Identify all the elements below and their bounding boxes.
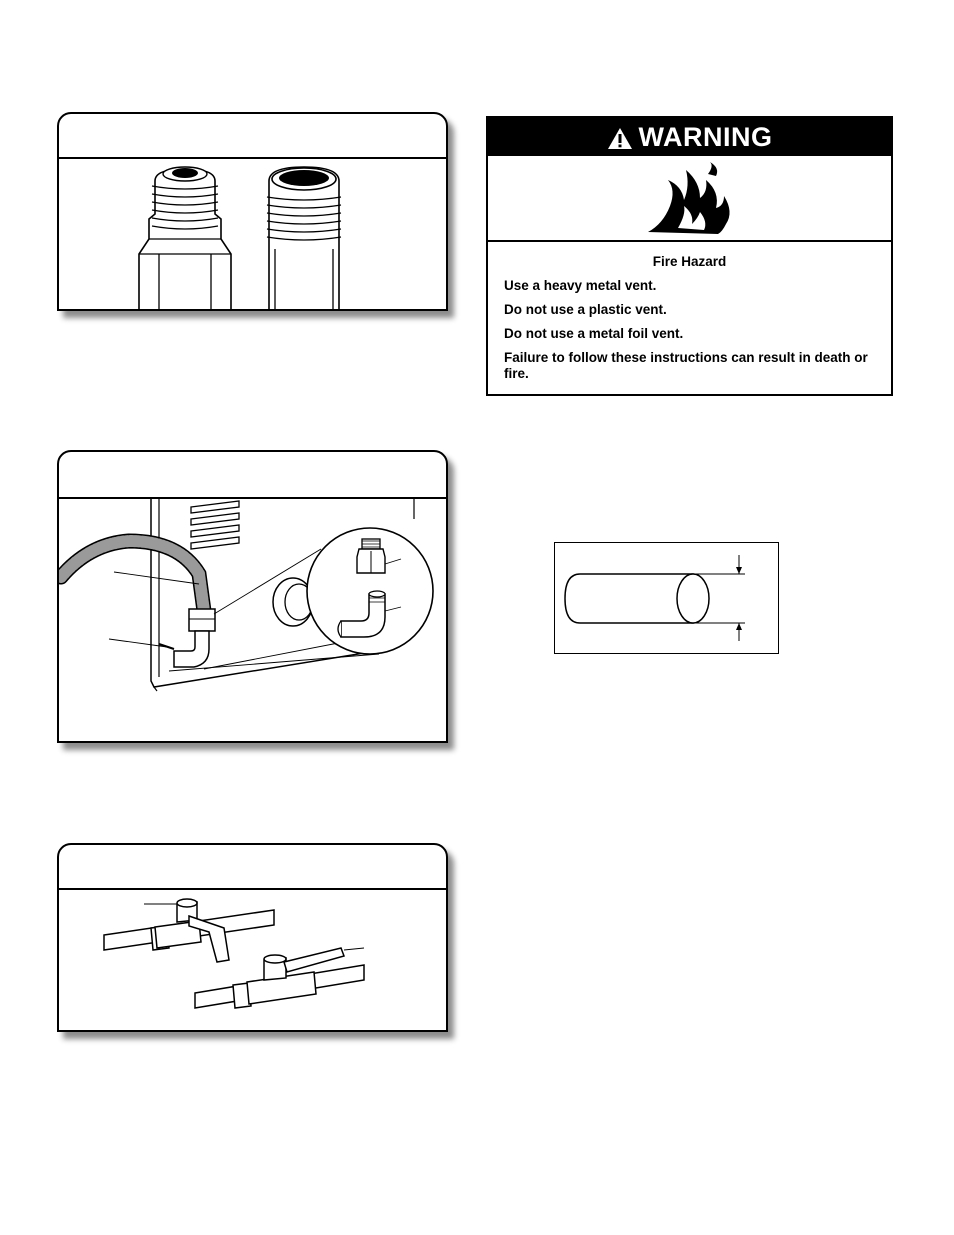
- warning-heading: WARNING: [638, 122, 773, 152]
- warning-icon-area: [488, 156, 891, 242]
- warning-box: [486, 116, 893, 396]
- figure-vent-diameter: [554, 542, 779, 654]
- fire-hazard-icon: [638, 162, 738, 238]
- warning-line: Do not use a plastic vent.: [504, 302, 667, 317]
- figure-header: [59, 452, 446, 499]
- shutoff-valves-illustration: [59, 890, 446, 1032]
- vent-diameter-illustration: [555, 543, 777, 652]
- warning-line: Do not use a metal foil vent.: [504, 326, 684, 341]
- figure-header: [59, 114, 446, 159]
- figure-pipe-fittings: [57, 112, 448, 311]
- figure-header: [59, 845, 446, 890]
- warning-header: [488, 118, 891, 156]
- figure-shutoff-valves: [57, 843, 448, 1032]
- warning-triangle-icon: [607, 127, 633, 150]
- warning-body: [488, 242, 891, 382]
- pipe-fittings-illustration: [59, 159, 446, 311]
- hazard-title: Fire Hazard: [652, 254, 727, 269]
- figure-gas-connection: [57, 450, 448, 743]
- gas-connection-illustration: [59, 499, 446, 743]
- warning-line: Failure to follow these instructions can result in death or fire.: [504, 350, 868, 381]
- warning-line: Use a heavy metal vent.: [504, 278, 657, 293]
